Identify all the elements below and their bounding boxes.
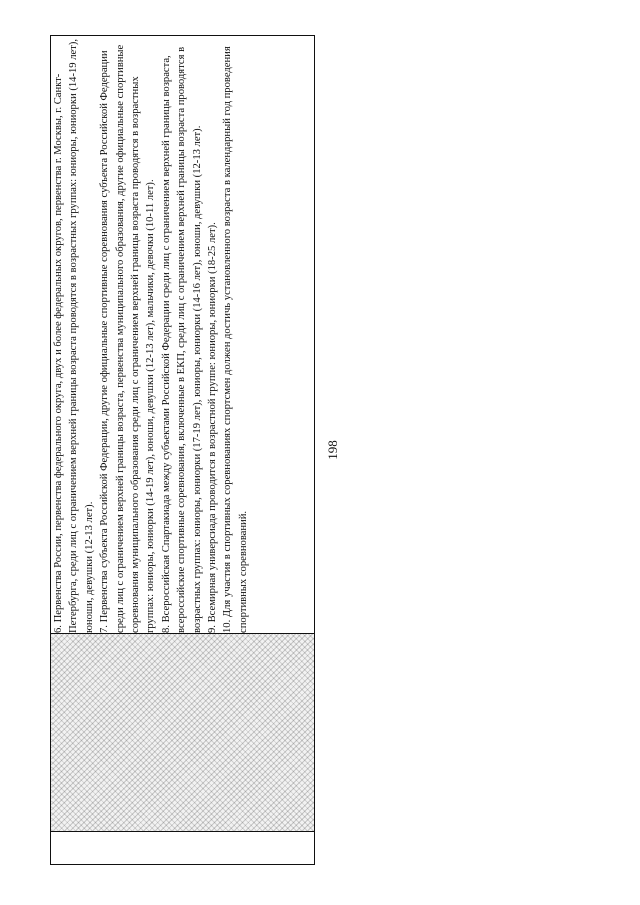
item-text: Для участия в спортивных соревнованиях спортсмен должен достичь установленного возраста в календарный год проведения спортивных соревнований. (222, 46, 249, 633)
list-item (97, 36, 159, 633)
list-item (220, 36, 251, 633)
empty-column-cell (51, 832, 315, 865)
item-text: Всероссийская Спартакиада между субъектами Российской Федерации среди лиц с ограничением верхней границы возраста, всероссийские спортивные соревнования, включенные в ЕКП, среди лиц с ограничением верхней границы возраста проводятся в возрастных группах: юниоры, юниорки (17-19 лет), юниоры, юниорки (14-16 лет), юноши, девушки (12-13 лет). (160, 46, 203, 633)
item-number: 10. (222, 619, 234, 633)
table-row (51, 36, 315, 865)
content-cell (51, 36, 315, 634)
item-number: 6. (53, 625, 64, 633)
hatched-column-cell (51, 634, 315, 832)
item-number: 7. (99, 625, 111, 633)
item-text: Всемирная универсиада проводится в возрастной группе: юниоры, юниорки (18-25 лет). (207, 222, 219, 623)
list-item (159, 36, 205, 633)
page-number: 198 (325, 440, 340, 460)
list-item (205, 36, 220, 633)
rules-table (50, 35, 315, 865)
item-text: Первенства России, первенства федерального округа, двух и более федеральных округов, первенства г. Москвы, г. Санкт-Петербурга, среди лиц с ограничением верхней границы возраста проводятся в возрастных группах: юниоры, юниорки (14-19 лет), юноши, девушки (12-13 лет). (53, 38, 95, 633)
list-item (51, 36, 97, 633)
item-number: 9. (207, 625, 219, 633)
item-text: Первенства субъекта Российской Федерации, другие официальные спортивные соревнования субъекта Российской Федерации среди лиц с ограничением верхней границы возраста, первенства муниципального образования, другие официальные спортивные соревнования муниципального образования среди лиц с ограничением верхней границы возраста проводятся в возрастных группах: юниоры, юниорки (14-19 лет), юноши, девушки (12-13 лет), мальчики, девочки (10-11 лет). (99, 44, 157, 633)
item-number: 8. (160, 625, 172, 633)
rotated-page-content (50, 35, 340, 865)
